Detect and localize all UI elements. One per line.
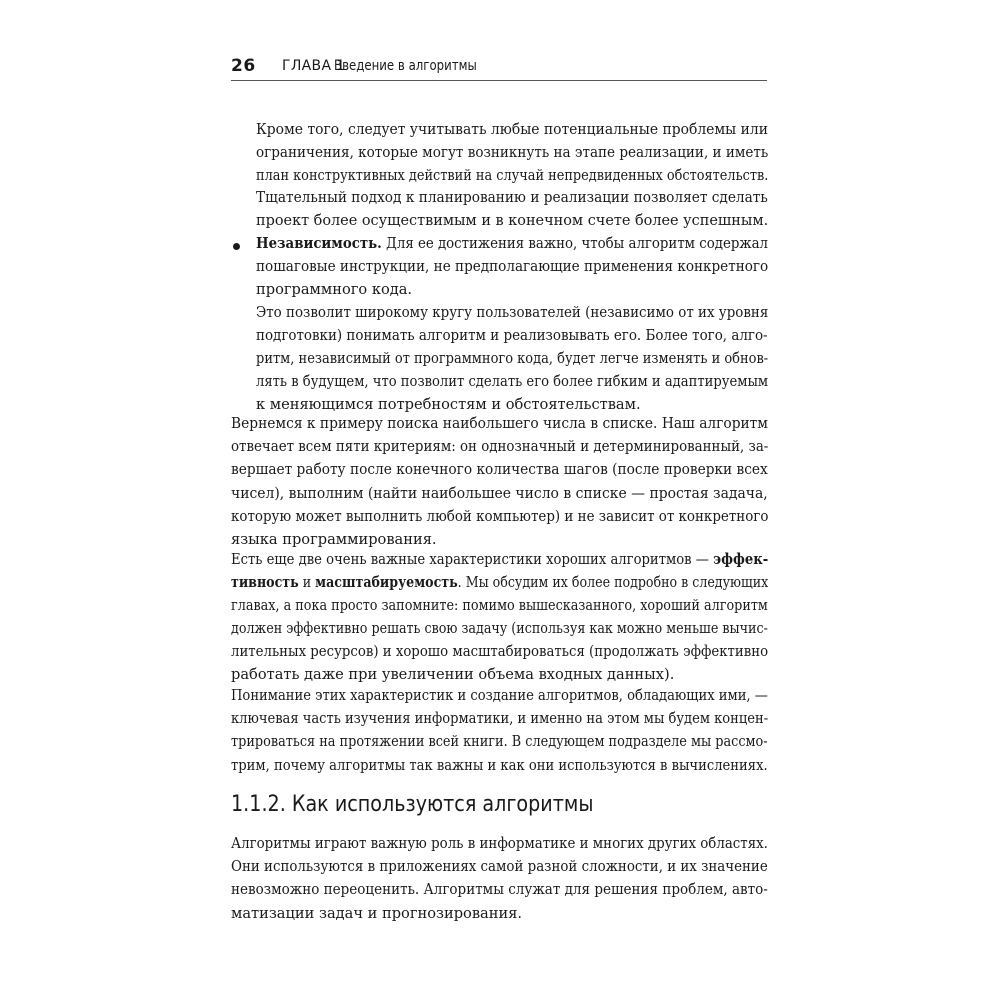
text-line: невозможно переоценить. Алгоритмы служат для решения проблем, авто- <box>231 881 768 899</box>
text-line: главах, а пока просто запомните: помимо вышесказанного, хороший алгоритм <box>231 597 768 614</box>
text-line: матизации задач и прогнозирования. <box>231 904 523 922</box>
text-line: трим, почему алгоритмы так важны и как они используются в вычислениях. <box>231 756 768 774</box>
text-line: проект более осуществимым и в конечном счете более успешным. <box>256 212 769 230</box>
text-line: Независимость. Для ее достижения важно, чтобы алгоритм содержал <box>256 235 769 252</box>
text-line: подготовки) понимать алгоритм и реализовывать его. Более того, алго- <box>256 327 768 344</box>
text-line: ритм, независимый от программного кода, будет легче изменять и обнов- <box>256 350 769 367</box>
chapter-title: Введение в алгоритмы <box>334 58 477 74</box>
text-line: Кроме того, следует учитывать любые потенциальные проблемы или <box>256 121 768 138</box>
text-line: отвечает всем пяти критериям: он однозначный и детерминированный, за- <box>231 438 769 456</box>
text-line: Вернемся к примеру поиска наибольшего числа в списке. Наш алгоритм <box>231 415 769 432</box>
text-line: Они используются в приложениях самой разной сложности, и их значение <box>231 858 768 876</box>
text-line: лительных ресурсов) и хорошо масштабироваться (продолжать эффективно <box>231 643 769 660</box>
running-head <box>231 56 767 80</box>
text-line: план конструктивных действий на случай непредвиденных обстоятельств. <box>256 167 769 185</box>
text-line: тивность и масштабируемость. Мы обсудим их более подробно в следующих <box>231 574 769 591</box>
text-line: чисел), выполним (найти наибольшее число в списке — простая задача, <box>231 484 768 502</box>
text-line: работать даже при увеличении объема входных данных). <box>231 666 675 683</box>
text-line: к меняющимся потребностям и обстоятельствам. <box>256 396 641 413</box>
text-line: Тщательный подход к планированию и реализации позволяет сделать <box>256 189 768 206</box>
text-line: вершает работу после конечного количества шагов (после проверки всех <box>231 461 768 479</box>
text-line: должен эффективно решать свою задачу (используя как можно меньше вычис- <box>231 620 768 637</box>
text-line: трироваться на протяжении всей книги. В следующем подразделе мы рассмо- <box>231 733 768 751</box>
page-number: 26 <box>231 56 256 76</box>
chapter-label: ГЛАВА 1 <box>282 58 346 74</box>
text-line: Это позволит широкому кругу пользователей (независимо от их уровня <box>256 304 769 321</box>
header-rule <box>231 80 767 81</box>
text-line: Есть еще две очень важные характеристики хороших алгоритмов — эффек- <box>231 551 769 568</box>
text-line: ключевая часть изучения информатики, и именно на этом мы будем концен- <box>231 710 769 728</box>
bullet-marker <box>233 243 240 250</box>
text-line: лять в будущем, что позволит сделать его более гибким и адаптируемым <box>256 373 769 390</box>
text-line: языка программирования. <box>231 531 437 548</box>
text-line: ограничения, которые могут возникнуть на этапе реализации, и иметь <box>256 144 769 162</box>
section-heading: 1.1.2. Как используются алгоритмы <box>231 792 594 817</box>
text-line: которую может выполнить любой компьютер) и не зависит от конкретного <box>231 507 769 525</box>
text-line: Алгоритмы играют важную роль в информатике и многих других областях. <box>231 835 768 852</box>
text-line: программного кода. <box>256 281 413 299</box>
text-line: Понимание этих характеристик и создание алгоритмов, обладающих ими, — <box>231 687 768 704</box>
text-line: пошаговые инструкции, не предполагающие применения конкретного <box>256 258 769 276</box>
